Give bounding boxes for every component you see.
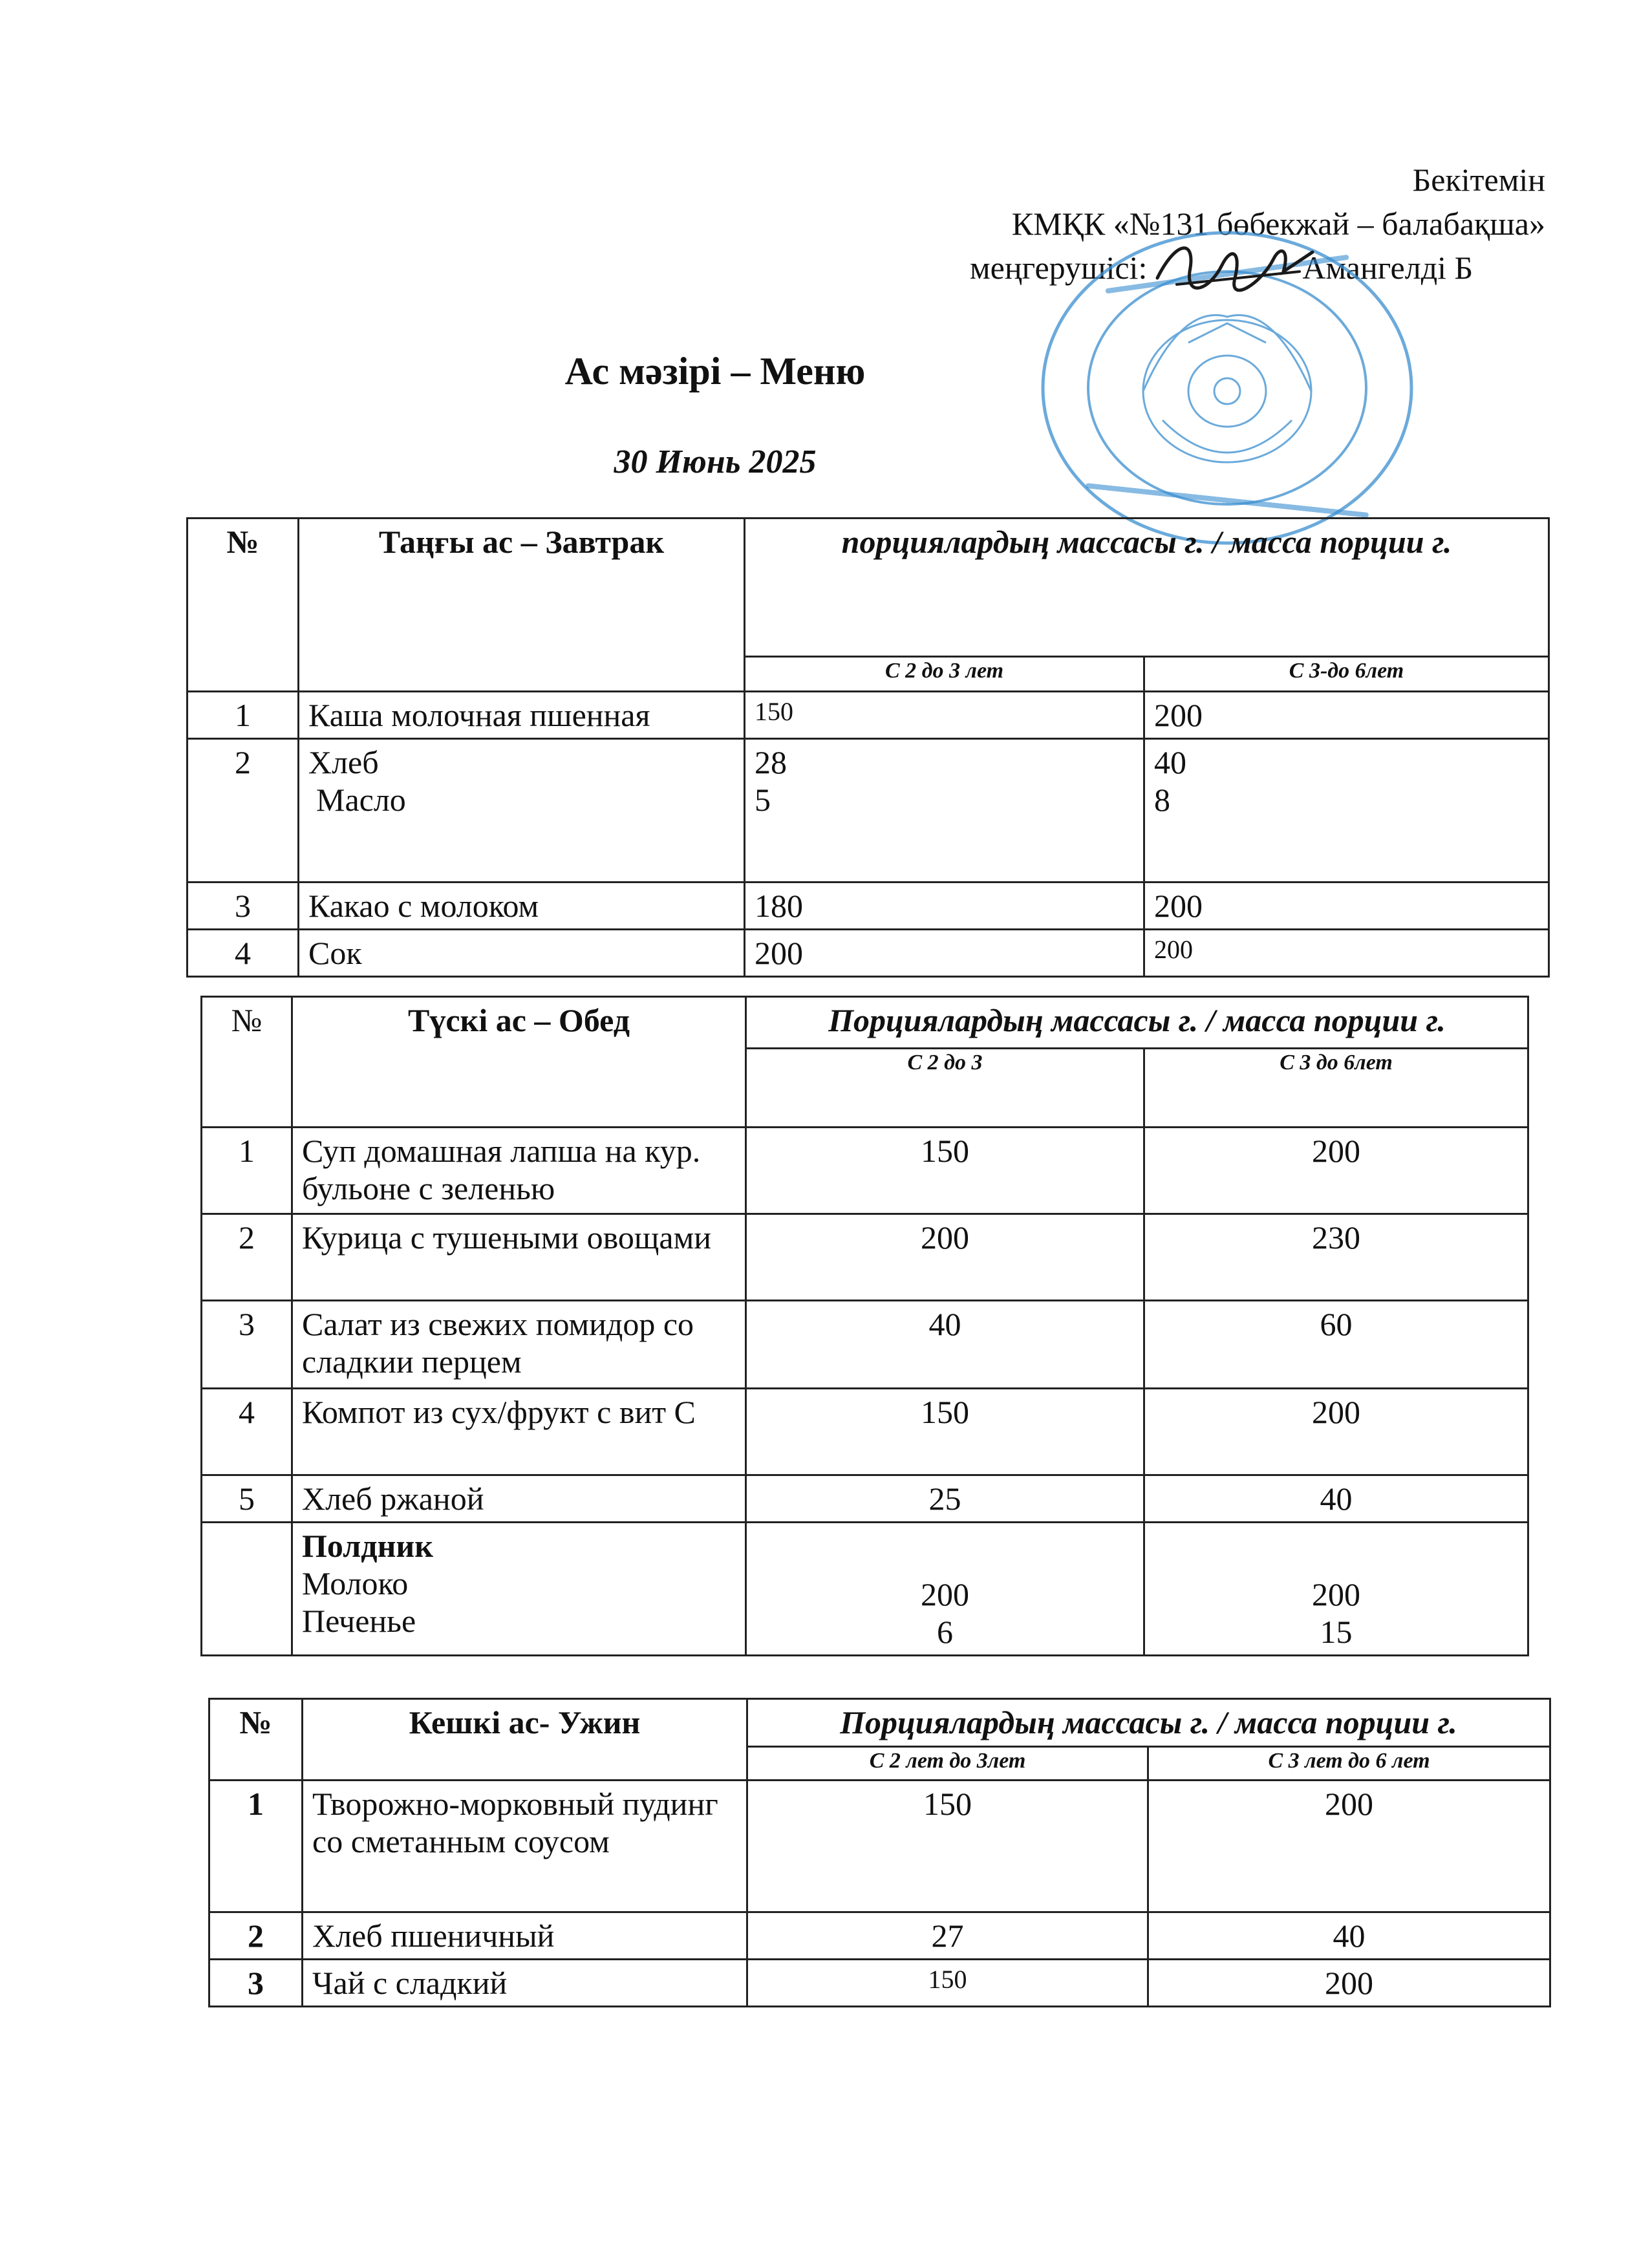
mass-value: 150 [746,1128,1144,1214]
dish-name-line: Молоко [302,1565,409,1601]
table-row [202,1475,1528,1523]
dish-name: Салат из свежих помидор со сладкии перцем [292,1301,746,1389]
table-row [202,1389,1528,1475]
approval-title: Бекітемін [1412,162,1545,198]
dish-name-line: Печенье [302,1603,416,1639]
mass-value: 200 [746,1214,1144,1301]
table-row [209,1781,1550,1912]
menu-date: 30 Июнь 2025 [614,444,817,480]
column-header-dish: Кешкі ас- Ужин [303,1699,747,1781]
mass-value: 230 [1144,1214,1528,1301]
mass-value: 200 [1144,692,1549,739]
dish-name: Хлеб пшеничный [303,1912,747,1960]
column-header-dish: Таңғы ас – Завтрак [299,519,745,692]
mass-value-line: 200 [1312,1576,1360,1612]
age-group-2-3: С 2 до 3 [746,1049,1144,1128]
mass-value: 150 [747,1781,1148,1912]
breakfast-table [186,517,1550,978]
row-number: 2 [188,739,299,883]
row-number: 1 [209,1781,303,1912]
column-header-number: № [202,997,292,1128]
mass-value: 200 [1144,883,1549,930]
table-header-row [209,1699,1550,1747]
mass-value: 40 [1148,1912,1550,1960]
row-number: 5 [202,1475,292,1523]
approval-organization: КМҚК «№131 бөбекжай – балабақша» [1011,206,1545,242]
dish-name: Сок [299,930,745,977]
row-number: 2 [209,1912,303,1960]
table-row [188,883,1549,930]
mass-value [746,1523,1144,1656]
mass-value-line: 15 [1320,1614,1353,1650]
age-group-2-3: С 2 до 3 лет [745,657,1144,692]
mass-value: 180 [745,883,1144,930]
row-number: 4 [202,1389,292,1475]
table-header-row [202,997,1528,1049]
column-header-mass: Порциялардың массасы г. / масса порции г. [746,997,1528,1049]
mass-value-line: 6 [937,1614,953,1650]
row-number [202,1523,292,1656]
dish-name: Каша молочная пшенная [299,692,745,739]
mass-value: 25 [746,1475,1144,1523]
mass-value [1144,1523,1528,1656]
age-group-3-6: С 3-до 6лет [1144,657,1549,692]
table-row-snack [202,1523,1528,1656]
mass-value: 150 [745,692,1144,739]
table-row [209,1960,1550,2007]
mass-value-line: 8 [1154,782,1170,818]
row-number: 1 [202,1128,292,1214]
mass-value: 27 [747,1912,1148,1960]
approval-role: меңгерушісі: [970,250,1148,286]
row-number: 4 [188,930,299,977]
column-header-mass: порциялардың массасы г. / масса порции г. [745,519,1549,657]
table-header-row [188,519,1549,657]
row-number: 3 [209,1960,303,2007]
dish-name: Хлеб ржаной [292,1475,746,1523]
table-row [202,1128,1528,1214]
dish-name: Компот из сух/фрукт с вит С [292,1389,746,1475]
mass-value: 150 [746,1389,1144,1475]
table-row [209,1912,1550,1960]
age-group-3-6: С 3 до 6лет [1144,1049,1528,1128]
mass-value: 200 [1148,1960,1550,2007]
dish-name: Чай с сладкий [303,1960,747,2007]
lunch-table [200,996,1529,1656]
approval-name: Амангелді Б [1302,250,1473,286]
mass-value [745,739,1144,883]
mass-value: 60 [1144,1301,1528,1389]
mass-value: 150 [747,1960,1148,2007]
table-row [188,692,1549,739]
signature-icon [1151,233,1319,310]
column-header-dish: Түскі ас – Обед [292,997,746,1128]
dinner-table [208,1698,1551,2007]
mass-value: 40 [1144,1475,1528,1523]
mass-value: 200 [1148,1781,1550,1912]
mass-value: 40 [746,1301,1144,1389]
table-row [188,930,1549,977]
dish-name [299,739,745,883]
mass-value-line: 5 [755,782,771,818]
table-row [202,1214,1528,1301]
mass-value: 200 [745,930,1144,977]
page-title: Ас мәзірі – Меню [564,350,866,392]
mass-value-line: 200 [921,1576,969,1612]
table-row [188,739,1549,883]
row-number: 3 [202,1301,292,1389]
dish-name: Суп домашная лапша на кур. бульоне с зеленью [292,1128,746,1214]
mass-value: 200 [1144,930,1549,977]
age-group-3-6: С 3 лет до 6 лет [1148,1747,1550,1781]
row-number: 2 [202,1214,292,1301]
age-group-2-3: С 2 лет до 3лет [747,1747,1148,1781]
dish-name: Курица с тушеными овощами [292,1214,746,1301]
mass-value-line: 40 [1154,744,1186,780]
mass-value [1144,739,1549,883]
snack-title: Полдник [302,1528,434,1564]
dish-name-line: Хлеб [308,744,379,780]
column-header-mass: Порциялардың массасы г. / масса порции г. [747,1699,1550,1747]
mass-value: 200 [1144,1128,1528,1214]
column-header-number: № [188,519,299,692]
row-number: 3 [188,883,299,930]
mass-value-line: 28 [755,744,787,780]
dish-name: Какао с молоком [299,883,745,930]
mass-value: 200 [1144,1389,1528,1475]
dish-name: Творожно-морковный пудинг со сметанным соусом [303,1781,747,1912]
dish-name-line: Масло [316,782,406,818]
dish-name [292,1523,746,1656]
column-header-number: № [209,1699,303,1781]
row-number: 1 [188,692,299,739]
table-row [202,1301,1528,1389]
